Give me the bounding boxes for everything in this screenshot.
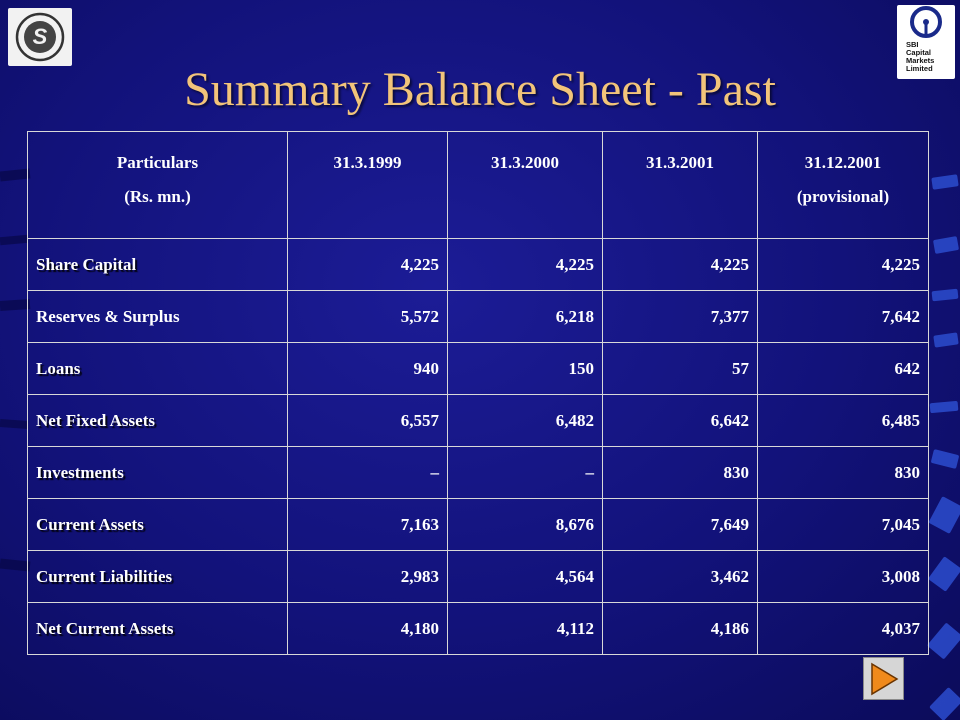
row-label: Investments bbox=[28, 447, 288, 499]
table-cell: 4,225 bbox=[603, 239, 758, 291]
header-dec-2001 bbox=[758, 132, 929, 239]
table-cell: 4,225 bbox=[758, 239, 929, 291]
header-1999 bbox=[288, 132, 448, 239]
table-cell: 4,564 bbox=[448, 551, 603, 603]
next-slide-button[interactable] bbox=[863, 657, 904, 700]
table-cell: 830 bbox=[758, 447, 929, 499]
table-cell: 940 bbox=[288, 343, 448, 395]
row-label: Reserves & Surplus bbox=[28, 291, 288, 343]
table-cell: 642 bbox=[758, 343, 929, 395]
header-line: (provisional) bbox=[796, 187, 890, 206]
header-line: (Rs. mn.) bbox=[124, 187, 191, 206]
table-cell: 4,225 bbox=[288, 239, 448, 291]
sbi-logo-line: Markets bbox=[906, 56, 935, 65]
balance-sheet-table bbox=[27, 131, 929, 655]
sbi-logo-line: SBI bbox=[906, 40, 919, 49]
header-line: 31.3.2000 bbox=[491, 153, 559, 172]
sterlite-logo bbox=[8, 8, 72, 66]
table-cell: 2,983 bbox=[288, 551, 448, 603]
table-row bbox=[28, 499, 929, 551]
table-cell: 830 bbox=[603, 447, 758, 499]
table-row bbox=[28, 343, 929, 395]
row-label: Share Capital bbox=[28, 239, 288, 291]
table-row bbox=[28, 291, 929, 343]
table-row bbox=[28, 395, 929, 447]
table-cell: 4,037 bbox=[758, 603, 929, 655]
header-2000 bbox=[448, 132, 603, 239]
header-line: 31.12.2001 bbox=[804, 153, 882, 172]
sbi-logo-line: Limited bbox=[906, 64, 933, 73]
table-cell: 4,180 bbox=[288, 603, 448, 655]
sterlite-logo-letter: S bbox=[32, 24, 48, 49]
table-cell: 3,008 bbox=[758, 551, 929, 603]
row-label: Loans bbox=[28, 343, 288, 395]
sbi-logo-line: Capital bbox=[906, 48, 932, 57]
table-cell: 7,642 bbox=[758, 291, 929, 343]
row-label: Current Liabilities bbox=[28, 551, 288, 603]
page-title: Summary Balance Sheet - Past bbox=[184, 63, 776, 116]
table-cell: 7,045 bbox=[758, 499, 929, 551]
table-cell: 150 bbox=[448, 343, 603, 395]
table-cell: 6,557 bbox=[288, 395, 448, 447]
table-row bbox=[28, 603, 929, 655]
next-arrow-icon bbox=[869, 662, 899, 696]
row-label: Net Current Assets bbox=[28, 603, 288, 655]
table-cell: 7,377 bbox=[603, 291, 758, 343]
sterlite-logo-icon bbox=[12, 11, 68, 63]
row-label: Current Assets bbox=[28, 499, 288, 551]
header-line: Particulars bbox=[116, 153, 199, 172]
row-label: Net Fixed Assets bbox=[28, 395, 288, 447]
table-cell: 5,572 bbox=[288, 291, 448, 343]
header-line: 31.3.1999 bbox=[333, 153, 402, 172]
table-cell: 6,482 bbox=[448, 395, 603, 447]
table-cell: – bbox=[288, 447, 448, 499]
sbi-keyhole-icon bbox=[906, 5, 946, 39]
table-row bbox=[28, 239, 929, 291]
header-line: 31.3.2001 bbox=[646, 153, 714, 172]
table-cell: 4,225 bbox=[448, 239, 603, 291]
table-header-row bbox=[28, 132, 929, 239]
table-cell: 6,218 bbox=[448, 291, 603, 343]
table-row bbox=[28, 447, 929, 499]
table-cell: 7,163 bbox=[288, 499, 448, 551]
header-particulars bbox=[28, 132, 288, 239]
table-cell: 8,676 bbox=[448, 499, 603, 551]
table-cell: 57 bbox=[603, 343, 758, 395]
table-cell: 4,186 bbox=[603, 603, 758, 655]
table-cell: – bbox=[448, 447, 603, 499]
table-cell: 3,462 bbox=[603, 551, 758, 603]
table-cell: 6,642 bbox=[603, 395, 758, 447]
table-cell: 7,649 bbox=[603, 499, 758, 551]
table-cell: 6,485 bbox=[758, 395, 929, 447]
header-2001 bbox=[603, 132, 758, 239]
table-row bbox=[28, 551, 929, 603]
table-cell: 4,112 bbox=[448, 603, 603, 655]
